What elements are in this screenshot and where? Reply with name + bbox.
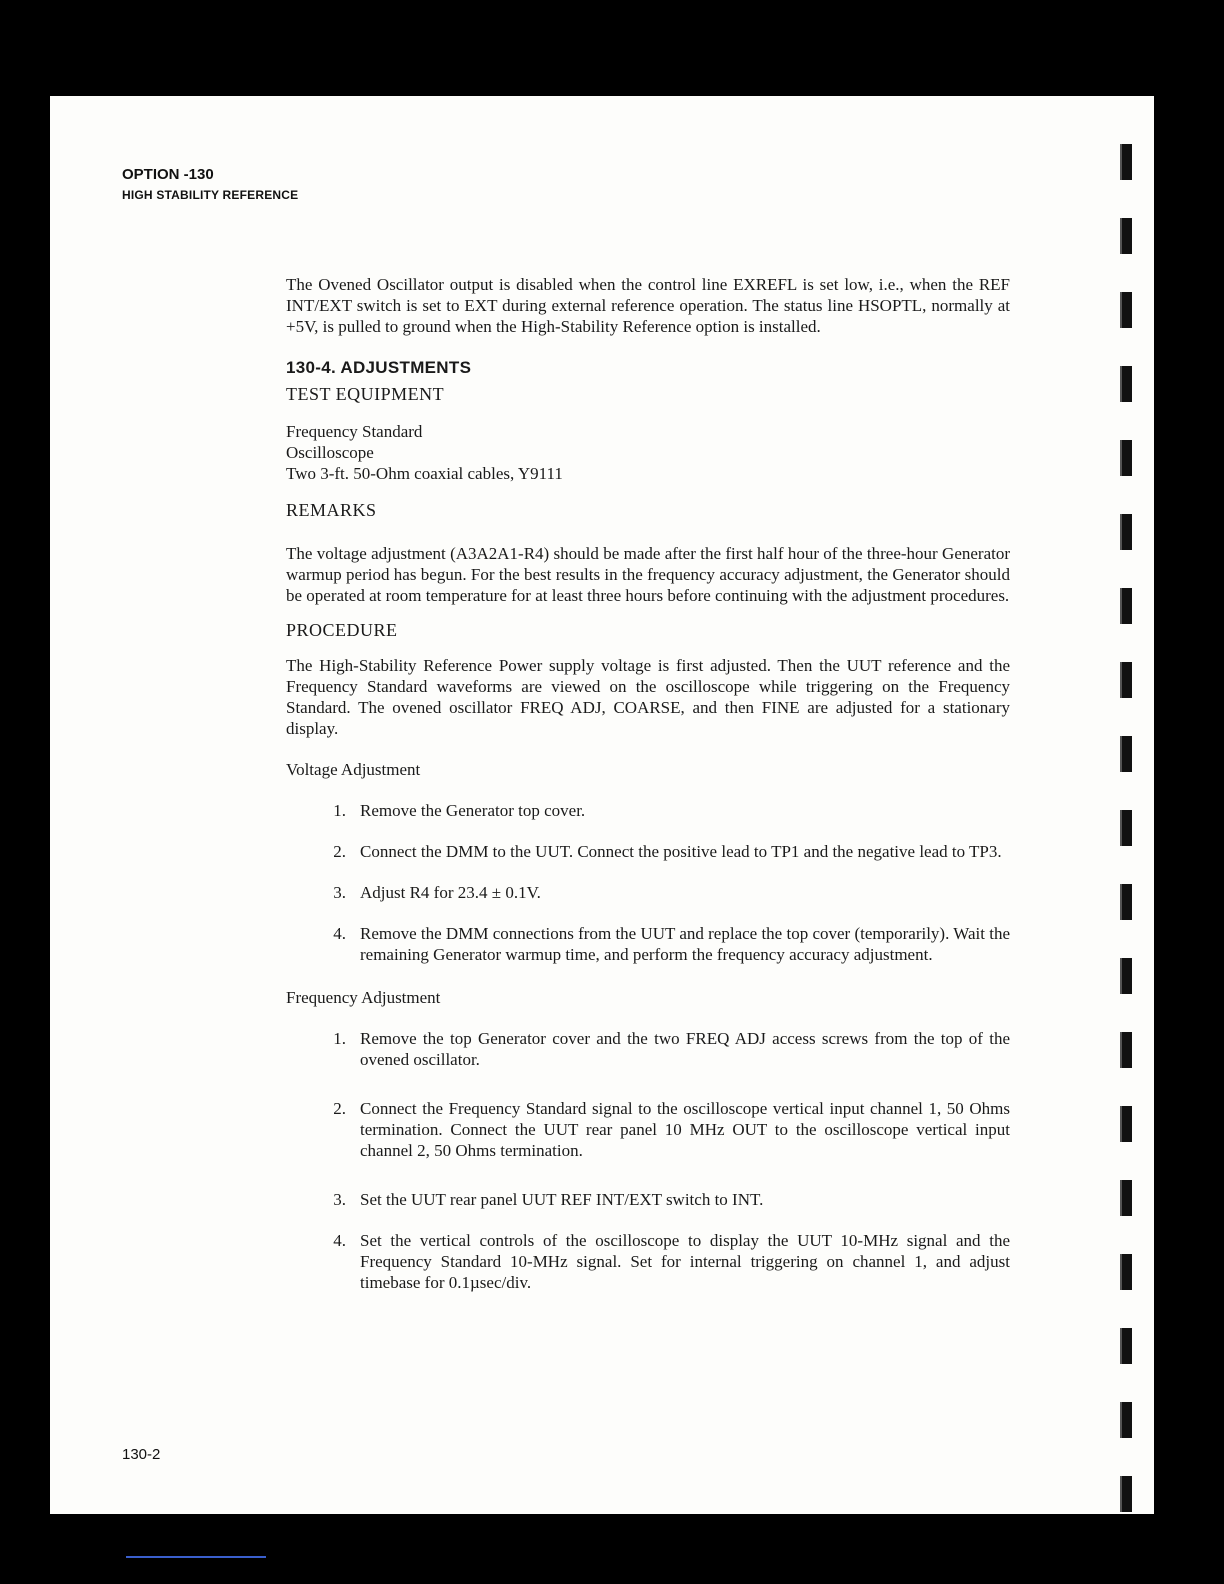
binder-mark xyxy=(1120,1476,1132,1512)
running-header-title: OPTION -130 xyxy=(122,166,214,183)
binder-edge-marks xyxy=(1120,144,1132,1484)
step-number: 2. xyxy=(333,1099,346,1118)
binder-mark xyxy=(1120,1402,1132,1438)
running-header-subtitle: HIGH STABILITY REFERENCE xyxy=(122,188,299,202)
binder-mark xyxy=(1120,440,1132,476)
step-number: 4. xyxy=(333,1231,346,1250)
binder-mark xyxy=(1120,958,1132,994)
binder-mark xyxy=(1120,662,1132,698)
bottom-rule xyxy=(126,1556,266,1558)
step-text: Connect the Frequency Standard signal to the oscilloscope vertical input channel 1, 50 Ohms termination. Connect the UUT rear panel 10 MHz OUT to the oscilloscope vertical input channel 2, 50 Ohms termination. xyxy=(360,1099,1010,1160)
binder-mark xyxy=(1120,514,1132,550)
procedure-title: PROCEDURE xyxy=(286,620,398,640)
section-heading: 130-4. ADJUSTMENTS xyxy=(286,358,472,377)
binder-mark xyxy=(1120,144,1132,180)
list-item xyxy=(286,841,1010,862)
step-text: Set the vertical controls of the oscilloscope to display the UUT 10-MHz signal and the Frequency Standard 10-MHz signal. Set for internal triggering on channel 1, and adjust timebase for 0.1µsec/div. xyxy=(360,1231,1010,1292)
binder-mark xyxy=(1120,1106,1132,1142)
voltage-adjustment-title: Voltage Adjustment xyxy=(286,760,421,779)
step-number: 3. xyxy=(333,883,346,902)
step-text: Connect the DMM to the UUT. Connect the positive lead to TP1 and the negative lead to TP3. xyxy=(360,842,1002,861)
step-text: Adjust R4 for 23.4 ± 0.1V. xyxy=(360,883,541,902)
binder-mark xyxy=(1120,810,1132,846)
binder-mark xyxy=(1120,884,1132,920)
list-item xyxy=(286,923,1010,965)
frequency-adjustment-title: Frequency Adjustment xyxy=(286,988,441,1007)
intro-paragraph: The Ovened Oscillator output is disabled when the control line EXREFL is set low, i.e., when the REF INT/EXT switch is set to EXT during external reference operation. The status line HSOPTL, normally at +5V, is pulled to ground when the High-Stability Reference option is installed. xyxy=(286,275,1010,336)
binder-mark xyxy=(1120,736,1132,772)
frequency-steps xyxy=(286,1028,1010,1293)
list-item xyxy=(286,1028,1010,1070)
step-text: Set the UUT rear panel UUT REF INT/EXT switch to INT. xyxy=(360,1190,764,1209)
step-number: 4. xyxy=(333,924,346,943)
list-item: Two 3-ft. 50-Ohm coaxial cables, Y9111 xyxy=(286,464,563,483)
test-equipment-title: TEST EQUIPMENT xyxy=(286,384,445,404)
page-number: 130-2 xyxy=(122,1446,161,1463)
remarks-paragraph: The voltage adjustment (A3A2A1-R4) should be made after the first half hour of the three-hour Generator warmup period has begun. For the best results in the frequency accuracy adjustment, the Generator should be operated at room temperature for at least three hours before continuing with the adjustment procedures. xyxy=(286,544,1010,605)
binder-mark xyxy=(1120,1180,1132,1216)
step-number: 2. xyxy=(333,842,346,861)
list-item xyxy=(286,1189,1010,1210)
binder-mark xyxy=(1120,1032,1132,1068)
voltage-steps xyxy=(286,800,1010,965)
remarks-title: REMARKS xyxy=(286,500,377,520)
list-item xyxy=(286,800,1010,821)
binder-mark xyxy=(1120,1328,1132,1364)
step-number: 1. xyxy=(333,801,346,820)
list-item: Frequency Standard xyxy=(286,422,423,441)
binder-mark xyxy=(1120,588,1132,624)
binder-mark xyxy=(1120,366,1132,402)
body-text xyxy=(286,274,1010,1293)
step-number: 3. xyxy=(333,1190,346,1209)
binder-mark xyxy=(1120,292,1132,328)
test-equipment-list xyxy=(286,421,1010,484)
list-item: Oscilloscope xyxy=(286,443,374,462)
step-text: Remove the DMM connections from the UUT and replace the top cover (temporarily). Wait the remaining Generator warmup time, and perform the frequency accuracy adjustment. xyxy=(360,924,1010,964)
list-item xyxy=(286,1098,1010,1161)
document-page xyxy=(50,96,1154,1514)
step-text: Remove the Generator top cover. xyxy=(360,801,586,820)
procedure-paragraph: The High-Stability Reference Power supply voltage is first adjusted. Then the UUT reference and the Frequency Standard waveforms are viewed on the oscilloscope while triggering on the Frequency Standard. The ovened oscillator FREQ ADJ, COARSE, and then FINE are adjusted for a stationary display. xyxy=(286,656,1010,738)
binder-mark xyxy=(1120,1254,1132,1290)
list-item xyxy=(286,882,1010,903)
step-text: Remove the top Generator cover and the two FREQ ADJ access screws from the top of the ovened oscillator. xyxy=(360,1029,1010,1069)
binder-mark xyxy=(1120,218,1132,254)
list-item xyxy=(286,1230,1010,1293)
step-number: 1. xyxy=(333,1029,346,1048)
